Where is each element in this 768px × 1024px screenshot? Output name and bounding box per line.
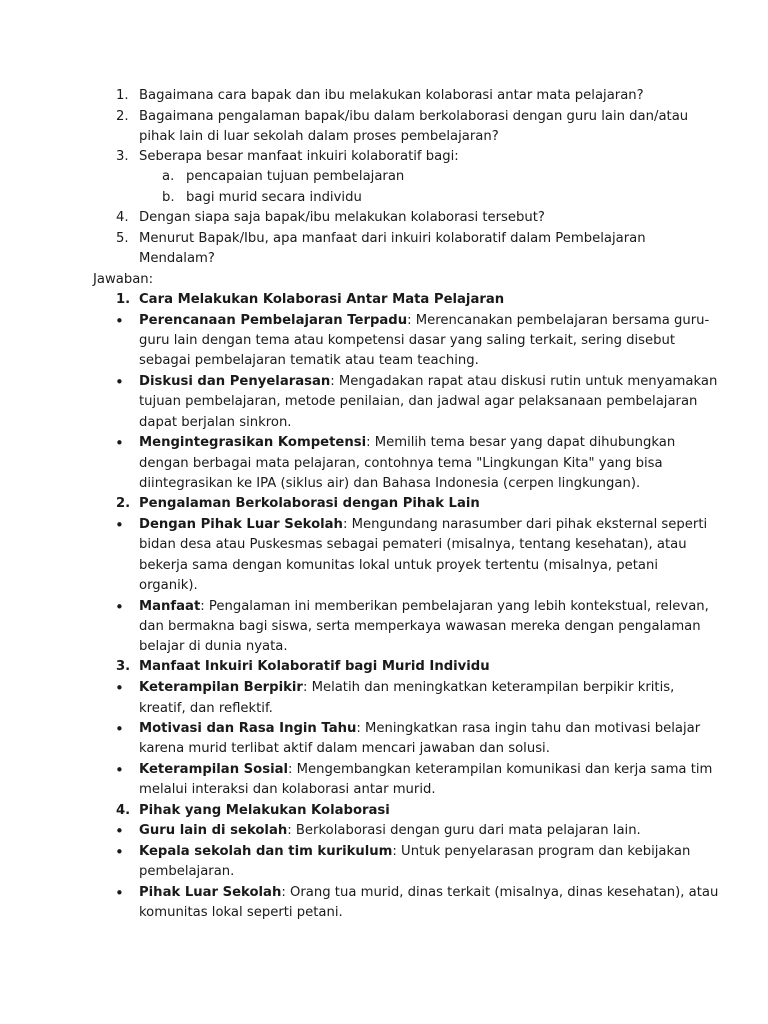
- question-3: [0, 147, 768, 167]
- bullet-term: Perencanaan Pembelajaran Terpadu: [139, 313, 408, 328]
- section-number: 2.: [116, 496, 131, 511]
- bullet-icon: •: [115, 843, 124, 861]
- bullet-cont: [0, 637, 768, 657]
- bullet-icon: •: [115, 761, 124, 779]
- section-2-heading: [0, 494, 768, 514]
- question-text: Bagaimana pengalaman bapak/ibu dalam berkolaborasi dengan guru lain dan/atau: [139, 109, 689, 124]
- bullet-item: [0, 842, 768, 862]
- bullet-text: pembelajaran.: [139, 864, 235, 879]
- section-title: Manfaat Inkuiri Kolaboratif bagi Murid Individu: [139, 659, 490, 674]
- bullet-item: [0, 760, 768, 780]
- bullet-icon: •: [115, 434, 124, 452]
- answers-label: Jawaban:: [93, 272, 154, 287]
- section-4-heading: [0, 801, 768, 821]
- section-title: Pengalaman Berkolaborasi dengan Pihak Lain: [139, 496, 480, 511]
- bullet-term: Keterampilan Berpikir: [139, 680, 303, 695]
- bullet-term: Dengan Pihak Luar Sekolah: [139, 517, 343, 532]
- section-title: Cara Melakukan Kolaborasi Antar Mata Pelajaran: [139, 292, 505, 307]
- question-text: pihak lain di luar sekolah dalam proses pembelajaran?: [139, 129, 499, 144]
- bullet-text: : Melatih dan meningkatkan keterampilan berpikir kritis,: [302, 680, 675, 695]
- bullet-cont: [0, 556, 768, 576]
- question-number: 2.: [116, 109, 129, 124]
- bullet-text: belajar di dunia nyata.: [139, 639, 288, 654]
- bullet-icon: •: [115, 312, 124, 330]
- bullet-term: Kepala sekolah dan tim kurikulum: [139, 844, 393, 859]
- bullet-text: karena murid terlibat aktif dalam mencari jawaban dan solusi.: [139, 741, 550, 756]
- sub-letter: a.: [162, 169, 175, 184]
- question-5-cont: [0, 249, 768, 269]
- bullet-text: kreatif, dan reflektif.: [139, 701, 273, 716]
- bullet-icon: •: [115, 516, 124, 534]
- question-2-cont: [0, 127, 768, 147]
- bullet-text: : Mengembangkan keterampilan komunikasi dan kerja sama tim: [288, 762, 713, 777]
- bullet-text: : Mengundang narasumber dari pihak eksternal seperti: [342, 517, 708, 532]
- section-number: 3.: [116, 659, 131, 674]
- bullet-text: komunitas lokal seperti petani.: [139, 905, 343, 920]
- question-4: [0, 208, 768, 228]
- sub-text: bagi murid secara individu: [186, 190, 362, 205]
- question-number: 4.: [116, 210, 129, 225]
- bullet-icon: •: [115, 822, 124, 840]
- bullet-text: sebagai pembelajaran tematik atau team teaching.: [139, 353, 479, 368]
- bullet-term: Manfaat: [139, 599, 201, 614]
- bullet-text: diintegrasikan ke IPA (siklus air) dan Bahasa Indonesia (cerpen lingkungan).: [139, 476, 641, 491]
- question-3-sub-a: [0, 167, 768, 187]
- bullet-item: [0, 597, 768, 617]
- bullet-text: bekerja sama dengan komunitas lokal untuk proyek tertentu (misalnya, petani: [139, 558, 659, 573]
- bullet-cont: [0, 535, 768, 555]
- bullet-text: dapat berjalan sinkron.: [139, 415, 292, 430]
- bullet-icon: •: [115, 884, 124, 902]
- bullet-item: [0, 719, 768, 739]
- bullet-term: Mengintegrasikan Kompetensi: [139, 435, 367, 450]
- bullet-text: : Mengadakan rapat atau diskusi rutin untuk menyamakan: [330, 374, 718, 389]
- question-text: Seberapa besar manfaat inkuiri kolaboratif bagi:: [139, 149, 459, 164]
- bullet-cont: [0, 392, 768, 412]
- bullet-text: melalui interaksi dan kolaborasi antar murid.: [139, 782, 436, 797]
- bullet-text: : Berkolaborasi dengan guru dari mata pelajaran lain.: [287, 823, 641, 838]
- bullet-cont: [0, 780, 768, 800]
- bullet-item: [0, 883, 768, 903]
- bullet-cont: [0, 413, 768, 433]
- section-title: Pihak yang Melakukan Kolaborasi: [139, 803, 390, 818]
- bullet-icon: •: [115, 373, 124, 391]
- bullet-cont: [0, 576, 768, 596]
- bullet-term: Diskusi dan Penyelarasan: [139, 374, 331, 389]
- section-1-heading: [0, 290, 768, 310]
- question-text: Bagaimana cara bapak dan ibu melakukan kolaborasi antar mata pelajaran?: [139, 88, 644, 103]
- question-text: Mendalam?: [139, 251, 215, 266]
- bullet-icon: •: [115, 598, 124, 616]
- sub-text: pencapaian tujuan pembelajaran: [186, 169, 405, 184]
- question-5: [0, 229, 768, 249]
- question-3-sub-b: [0, 188, 768, 208]
- bullet-cont: [0, 331, 768, 351]
- bullet-term: Keterampilan Sosial: [139, 762, 289, 777]
- bullet-cont: [0, 351, 768, 371]
- bullet-text: dan bermakna bagi siswa, serta memperkaya wawasan mereka dengan pengalaman: [139, 619, 701, 634]
- bullet-text: organik).: [139, 578, 198, 593]
- bullet-cont: [0, 454, 768, 474]
- bullet-item: [0, 821, 768, 841]
- bullet-item: [0, 678, 768, 698]
- bullet-cont: [0, 862, 768, 882]
- bullet-text: : Meningkatkan rasa ingin tahu dan motivasi belajar: [356, 721, 701, 736]
- bullet-cont: [0, 617, 768, 637]
- bullet-cont: [0, 699, 768, 719]
- bullet-text: dengan berbagai mata pelajaran, contohnya tema "Lingkungan Kita" yang bisa: [139, 456, 663, 471]
- bullet-text: : Merencanakan pembelajaran bersama guru-: [407, 313, 710, 328]
- sub-letter: b.: [162, 190, 175, 205]
- bullet-text: tujuan pembelajaran, metode penilaian, dan jadwal agar pelaksanaan pembelajaran: [139, 394, 698, 409]
- question-number: 5.: [116, 231, 129, 246]
- bullet-text: : Memilih tema besar yang dapat dihubungkan: [366, 435, 676, 450]
- question-1: [0, 86, 768, 106]
- question-text: Dengan siapa saja bapak/ibu melakukan kolaborasi tersebut?: [139, 210, 545, 225]
- answers-label-row: [0, 270, 768, 290]
- bullet-icon: •: [115, 720, 124, 738]
- question-number: 3.: [116, 149, 129, 164]
- bullet-item: [0, 372, 768, 392]
- section-number: 1.: [116, 292, 131, 307]
- bullet-term: Guru lain di sekolah: [139, 823, 288, 838]
- section-number: 4.: [116, 803, 131, 818]
- bullet-text: guru lain dengan tema atau kompetensi dasar yang saling terkait, sering disebut: [139, 333, 676, 348]
- bullet-text: : Orang tua murid, dinas terkait (misalnya, dinas kesehatan), atau: [281, 885, 719, 900]
- bullet-item: [0, 515, 768, 535]
- section-3-heading: [0, 657, 768, 677]
- bullet-text: : Pengalaman ini memberikan pembelajaran yang lebih kontekstual, relevan,: [200, 599, 709, 614]
- bullet-icon: •: [115, 679, 124, 697]
- bullet-term: Pihak Luar Sekolah: [139, 885, 282, 900]
- bullet-cont: [0, 474, 768, 494]
- bullet-text: : Untuk penyelarasan program dan kebijakan: [392, 844, 691, 859]
- bullet-text: bidan desa atau Puskesmas sebagai pemateri (misalnya, tentang kesehatan), atau: [139, 537, 687, 552]
- bullet-item: [0, 433, 768, 453]
- bullet-cont: [0, 903, 768, 923]
- question-text: Menurut Bapak/Ibu, apa manfaat dari inkuiri kolaboratif dalam Pembelajaran: [139, 231, 646, 246]
- bullet-cont: [0, 739, 768, 759]
- question-2: [0, 107, 768, 127]
- bullet-item: [0, 311, 768, 331]
- question-number: 1.: [116, 88, 129, 103]
- bullet-term: Motivasi dan Rasa Ingin Tahu: [139, 721, 357, 736]
